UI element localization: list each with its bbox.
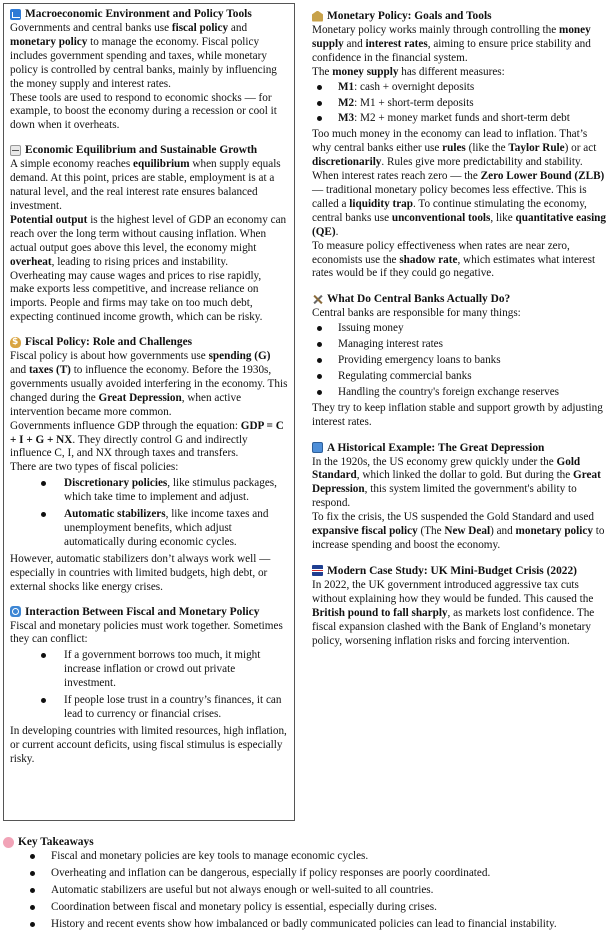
section-heading (10, 335, 288, 349)
list-item: If people lose trust in a country’s finances, it can lead to currency or financial crises. (64, 694, 288, 722)
section-fiscal-policy (10, 335, 288, 594)
heading-text: Macroeconomic Environment and Policy Tools (25, 8, 252, 20)
uk-flag-icon (312, 565, 323, 576)
list-item: Coordination between fiscal and monetary policy is essential, especially during crises. (51, 901, 608, 915)
history-icon (312, 442, 323, 453)
paragraph: However, automatic stabilizers don’t always work well — especially in countries with limited budgets, high debt, or external shocks like energy crises. (10, 552, 271, 593)
paragraph: They try to keep inflation stable and support growth by adjusting interest rates. (312, 401, 603, 428)
list-item: M2: M1 + short-term deposits (338, 97, 608, 111)
paragraph: The money supply has different measures: (312, 65, 505, 78)
section-equilibrium (10, 143, 288, 325)
heading-text: Interaction Between Fiscal and Monetary Policy (25, 605, 260, 618)
paragraph: In the 1920s, the US economy grew quickly under the Gold Standard, which linked the dollar to gold. But during the Great Depression, this system limited the government's ability to respond. (312, 455, 601, 510)
list-item: Overheating and inflation can be dangerous, especially if policy responses are poorly coordinated. (51, 867, 608, 881)
paragraph: In 2022, the UK government introduced aggressive tax cuts without explaining how they would be funded. This caused the British pound to fall sharply, as markets lost confidence. The fiscal expansion clashed with the Bank of England’s monetary policy, worsening inflation risks and forcing intervention. (312, 578, 595, 647)
paragraph: Overheating may cause wages and prices to rise rapidly, make exports less competitive, and increase reliance on imports. People and firms may take on too much debt, expecting continued income growth, which can be risky. (10, 269, 263, 324)
paragraph: To fix the crisis, the US suspended the Gold Standard and used expansive fiscal policy (The New Deal) and monetary policy to increase spending and boost the economy. (312, 511, 605, 551)
list-item: Automatic stabilizers, like income taxes and unemployment benefits, which adjust automatically during economic cycles. (64, 508, 288, 550)
paragraph: Too much money in the economy can lead to inflation. That’s why central banks either use rules (like the Taylor Rule) or act discretionarily. Rules give more predictability and stability. (312, 128, 597, 169)
paragraph: There are two types of fiscal policies: (10, 461, 179, 474)
paragraph: Fiscal and monetary policies must work together. Sometimes they can conflict: (10, 619, 283, 646)
heading-text: What Do Central Banks Actually Do? (327, 293, 511, 306)
section-interaction (10, 605, 288, 767)
section-great-depression (312, 441, 608, 553)
paragraph: In developing countries with limited resources, high inflation, or current account deficits, using fiscal stimulus is especially risky. (10, 724, 287, 765)
section-heading (312, 9, 608, 23)
bank-icon (312, 11, 323, 22)
list-item: Managing interest rates (338, 338, 608, 352)
paragraph: Potential output is the highest level of GDP an economy can reach over the long term without causing inflation. When actual output goes above this level, the economy might overheat, leading to rising prices and instability. (10, 213, 287, 268)
paragraph: Governments influence GDP through the equation: GDP = C + I + G + NX. They directly control G and indirectly influence C, I, and NX through taxes and transfers. (10, 419, 284, 460)
section-heading (312, 441, 608, 455)
list-item: If a government borrows too much, it might increase inflation or crowd out private investment. (64, 649, 288, 691)
fiscal-policy-types-list (10, 477, 288, 550)
section-heading (10, 7, 288, 21)
list-item: Fiscal and monetary policies are key tools to manage economic cycles. (51, 850, 608, 864)
section-macro-environment (10, 7, 288, 133)
scale-icon (10, 145, 21, 156)
money-bag-icon (10, 337, 21, 348)
responsibilities-list (312, 322, 608, 400)
paragraph: Governments and central banks use fiscal policy and monetary policy to manage the economy. Fiscal policy includes government spending and taxes, while monetary policy is controlled by central banks, mainly by influencing the money supply and interest rates. (10, 22, 277, 90)
paragraph: To measure policy effectiveness when rates are near zero, economists use the shadow rate, which estimates what interest rates would be if they could go negative. (312, 239, 596, 280)
list-item: Handling the country's foreign exchange reserves (338, 386, 608, 400)
right-column (312, 9, 608, 659)
list-item: M3: M2 + money market funds and short-term debt (338, 112, 608, 126)
list-item: Issuing money (338, 322, 608, 336)
brain-icon (3, 837, 14, 848)
heading-text: A Historical Example: The Great Depression (327, 441, 545, 454)
list-item: Providing emergency loans to banks (338, 354, 608, 368)
cycle-icon (10, 606, 21, 617)
section-heading (3, 835, 608, 849)
section-heading (312, 292, 608, 306)
list-item: History and recent events show how imbalanced or badly communicated policies can lead to financial instability. (51, 918, 608, 932)
list-item: M1: cash + overnight deposits (338, 81, 608, 95)
heading-text: Key Takeaways (18, 836, 94, 848)
section-heading (10, 143, 288, 157)
list-item: Automatic stabilizers are useful but not always enough or well-suited to all countries. (51, 884, 608, 898)
heading-text: Fiscal Policy: Role and Challenges (25, 336, 193, 349)
takeaways-list (3, 850, 608, 932)
left-column-box (3, 3, 295, 821)
section-monetary-policy (312, 9, 608, 281)
paragraph: Fiscal policy is about how governments use spending (G) and taxes (T) to influence the economy. Before the 1930s, governments usually avoided interfering in the economy. This changed during the Great Depression, when active intervention became more common. (10, 350, 288, 418)
conflict-list (10, 649, 288, 722)
paragraph: A simple economy reaches equilibrium when supply equals demand. At this point, prices are stable, employment is at a natural level, and the real interest rate ensures balanced investment. (10, 158, 281, 212)
paragraph: Central banks are responsible for many things: (312, 307, 521, 320)
tools-icon (312, 294, 323, 305)
key-takeaways (3, 835, 608, 935)
heading-text: Economic Equilibrium and Sustainable Growth (25, 144, 258, 157)
section-heading (10, 605, 288, 619)
chart-icon (10, 9, 21, 20)
section-heading (312, 564, 608, 578)
paragraph: When interest rates reach zero — the Zero Lower Bound (ZLB) — traditional monetary policy becomes less effective. This is called a liquidity trap. To continue stimulating the economy, central banks use unconventional tools, like quantitative easing (QE). (312, 170, 606, 238)
money-supply-list (312, 81, 608, 127)
section-central-banks (312, 292, 608, 429)
paragraph: Monetary policy works mainly through controlling the money supply and interest rates, aiming to ensure price stability and confidence in the financial system. (312, 24, 591, 64)
heading-text: Modern Case Study: UK Mini-Budget Crisis (2022) (327, 564, 577, 577)
paragraph: These tools are used to respond to economic shocks — for example, to boost the economy during a recession or cool it down when it overheats. (10, 91, 277, 132)
section-uk-case-study (312, 564, 608, 649)
list-item: Regulating commercial banks (338, 370, 608, 384)
heading-text: Monetary Policy: Goals and Tools (327, 10, 492, 22)
list-item: Discretionary policies, like stimulus packages, which take time to implement and adjust. (64, 477, 288, 505)
